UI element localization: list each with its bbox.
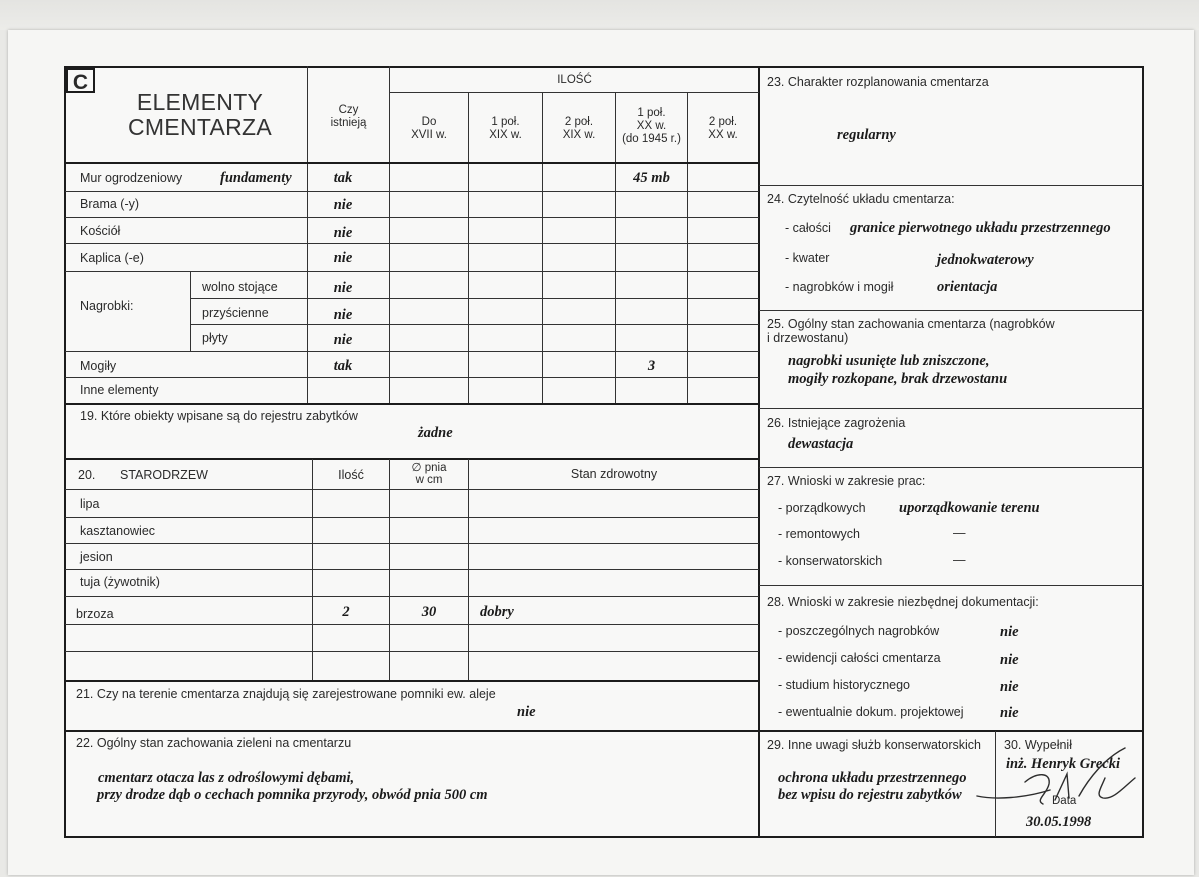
s27-rem-label: - remontowych: [778, 527, 860, 541]
s21-value: nie: [517, 704, 536, 720]
line: [389, 459, 390, 681]
s20-col-stan: Stan zdrowotny: [570, 467, 658, 481]
s29-label: 29. Inne uwagi służb konserwatorskich: [767, 738, 982, 752]
line: [759, 185, 1143, 186]
s19-label: 19. Które obiekty wpisane są do rejestru zabytków: [80, 409, 358, 423]
section-c-box: C: [66, 68, 95, 93]
s28-item-value: nie: [1000, 652, 1019, 668]
tree-name: brzoza: [76, 607, 114, 621]
row-brama-label: Brama (-y): [80, 197, 140, 211]
s24-label: 24. Czytelność układu cmentarza:: [767, 192, 955, 206]
s25-value-line2: mogiły rozkopane, brak drzewostanu: [788, 371, 1008, 387]
row-plyty-czy: nie: [333, 332, 353, 348]
row-kaplica-label: Kaplica (-e): [80, 251, 144, 265]
title-line2: CMENTARZA: [127, 114, 273, 141]
s28-item-label: - studium historycznego: [778, 678, 911, 692]
col-header-2pol19: 2 poł. XIX w.: [562, 116, 596, 142]
s24-calosci-label: - całości: [785, 221, 831, 235]
s30-data-label: Data: [1052, 795, 1077, 807]
line: [65, 271, 759, 272]
signature: [955, 738, 1140, 818]
line: [759, 408, 1143, 409]
s25-value-line1: nagrobki usunięte lub zniszczone,: [788, 353, 990, 369]
row-brama-czy: nie: [333, 197, 353, 213]
s28-item-value: nie: [1000, 679, 1019, 695]
s23-label: 23. Charakter rozplanowania cmentarza: [767, 75, 989, 89]
s20-col-ilosc: Ilość: [338, 468, 364, 482]
border-left: [64, 66, 66, 838]
col-header-1pol19: 1 poł. XIX w.: [489, 116, 522, 142]
s26-value: dewastacja: [788, 436, 854, 452]
s20-num: 20.: [78, 468, 96, 482]
row-wolno-label: wolno stojące: [202, 280, 278, 294]
s27-label: 27. Wnioski w zakresie prac:: [767, 474, 926, 488]
s24-kwater-label: - kwater: [785, 251, 830, 265]
tree-ilosc: 2: [342, 604, 350, 620]
s30-date: 30.05.1998: [1026, 814, 1092, 830]
line: [65, 543, 759, 544]
s28-item-label: - ewentualnie dokum. projektowej: [778, 705, 964, 719]
divider-main: [758, 66, 760, 838]
line: [312, 459, 313, 681]
border-right: [1142, 66, 1144, 838]
s28-label: 28. Wnioski w zakresie niezbędnej dokumentacji:: [767, 595, 1039, 609]
line: [64, 730, 1144, 732]
row-mogily-label: Mogiły: [80, 359, 117, 373]
s22-line2: przy drodze dąb o cechach pomnika przyrody, obwód pnia 500 cm: [97, 787, 488, 803]
row-wolno-czy: nie: [333, 280, 353, 296]
s29-line1: ochrona układu przestrzennego: [778, 770, 967, 786]
col-header-do17: Do XVII w.: [411, 116, 447, 142]
line: [64, 680, 759, 682]
s28-item-value: nie: [1000, 624, 1019, 640]
s28-item-label: - poszczególnych nagrobków: [778, 624, 940, 638]
tree-name: jesion: [80, 550, 113, 564]
s22-label: 22. Ogólny stan zachowania zieleni na cmentarzu: [76, 736, 352, 750]
tree-name: tuja (żywotnik): [80, 575, 160, 589]
line: [65, 489, 759, 490]
line: [389, 92, 759, 93]
line: [190, 298, 759, 299]
s30-label: 30. Wypełnił: [1004, 738, 1072, 752]
s20-col-pnia: ∅ pnia w cm: [411, 462, 447, 486]
border-top: [64, 66, 1144, 68]
row-mur-czy: tak: [333, 170, 353, 186]
border-bottom: [64, 836, 1144, 838]
line: [759, 310, 1143, 311]
s23-value: regularny: [837, 127, 896, 143]
row-plyty-label: płyty: [202, 331, 228, 345]
row-mur-label: Mur ogrodzeniowy: [80, 171, 183, 185]
s27-rem-value: —: [953, 526, 966, 540]
line: [64, 458, 759, 460]
s20-label: STARODRZEW: [120, 468, 208, 482]
line: [759, 585, 1143, 586]
s30-name: inż. Henryk Grecki: [1006, 756, 1120, 772]
line: [65, 651, 759, 652]
line: [468, 459, 469, 681]
line: [190, 271, 191, 351]
row-mogily-czy: tak: [333, 358, 353, 374]
line: [65, 217, 759, 218]
scanner-background: [0, 0, 1199, 30]
s24-kwater-value: jednokwaterowy: [937, 252, 1034, 268]
line: [64, 403, 759, 405]
line: [65, 517, 759, 518]
s28-item-label: - ewidencji całości cmentarza: [778, 651, 941, 665]
s25-label-line1: 25. Ogólny stan zachowania cmentarza (nagrobków: [767, 317, 1055, 331]
line: [65, 377, 759, 378]
s27-kons-value: —: [953, 553, 966, 567]
col-header-czy: Czy istnieją: [330, 104, 367, 130]
line: [65, 191, 759, 192]
line: [65, 569, 759, 570]
row-przyscienne-czy: nie: [333, 307, 353, 323]
s27-porz-value: uporządkowanie terenu: [899, 500, 1040, 516]
s24-calosci-value: granice pierwotnego układu przestrzennego: [850, 220, 1111, 236]
col-header-2pol20: 2 poł. XX w.: [708, 116, 738, 142]
row-kosciol-label: Kościół: [80, 224, 121, 238]
tree-name: kasztanowiec: [80, 524, 156, 538]
form-title: [100, 90, 300, 141]
s25-label-line2: i drzewostanu): [767, 331, 849, 345]
s26-label: 26. Istniejące zagrożenia: [767, 416, 906, 430]
row-kaplica-czy: nie: [333, 250, 353, 266]
s28-item-value: nie: [1000, 705, 1019, 721]
row-mur-note: fundamenty: [220, 170, 292, 186]
row-nagrobki-label: Nagrobki:: [80, 299, 134, 313]
row-inne-label: Inne elementy: [80, 383, 159, 397]
line: [65, 624, 759, 625]
row-mogily-1pol20: 3: [647, 358, 656, 374]
tree-pnia: 30: [421, 604, 437, 620]
s27-kons-label: - konserwatorskich: [778, 554, 883, 568]
s24-nagrobkow-value: orientacja: [937, 279, 998, 295]
title-line1: ELEMENTY: [136, 89, 264, 115]
col-header-1pol20: 1 poł. XX w. (do 1945 r.): [622, 107, 681, 146]
row-przyscienne-label: przyścienne: [202, 306, 269, 320]
s29-line2: bez wpisu do rejestru zabytków: [778, 787, 962, 803]
s22-line1: cmentarz otacza las z odroślowymi dębami,: [98, 770, 355, 786]
line: [65, 596, 759, 597]
row-kosciol-czy: nie: [333, 225, 353, 241]
s27-porz-label: - porządkowych: [778, 501, 866, 515]
line: [759, 467, 1143, 468]
line: [65, 351, 759, 352]
line: [190, 324, 759, 325]
s19-value: żadne: [418, 425, 453, 441]
s21-label: 21. Czy na terenie cmentarza znajdują się zarejestrowane pomniki ew. aleje: [76, 687, 496, 701]
tree-name: lipa: [80, 497, 100, 511]
line: [64, 162, 759, 164]
s24-nagrobkow-label: - nagrobków i mogił: [785, 280, 894, 294]
tree-stan: dobry: [480, 604, 514, 620]
line: [65, 243, 759, 244]
row-mur-1pol20: 45 mb: [633, 170, 670, 186]
col-header-ilosc: ILOŚĆ: [557, 74, 592, 86]
